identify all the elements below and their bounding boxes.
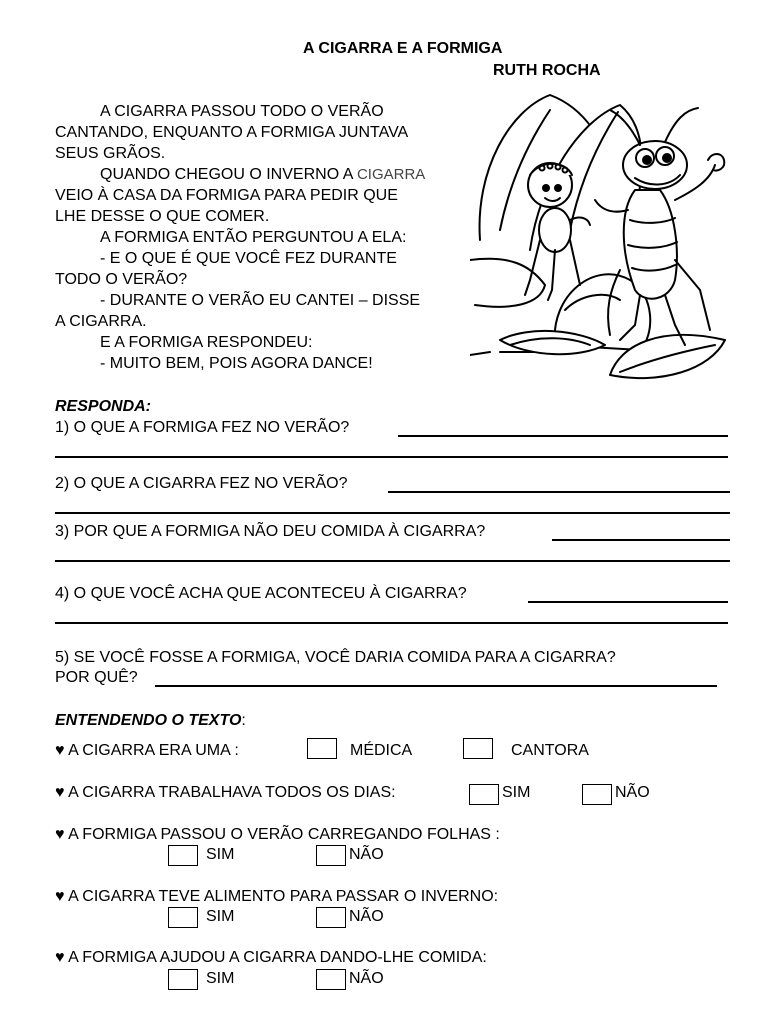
ant-and-cicada-illustration-icon	[470, 90, 730, 382]
question-1: 1) O QUE A FORMIGA FEZ NO VERÃO?	[55, 419, 350, 436]
story-light-word: CIGARRA	[356, 166, 426, 183]
page-title: A CIGARRA E A FORMIGA	[303, 40, 503, 57]
heart-icon: ♥	[55, 742, 65, 759]
checkbox-item2-sim[interactable]	[469, 784, 499, 805]
story-line: A CIGARRA PASSOU TODO O VERÃO	[100, 103, 384, 120]
heart-icon: ♥	[55, 784, 65, 801]
item-4-text: A CIGARRA TEVE ALIMENTO PARA PASSAR O INVERNO:	[68, 888, 499, 905]
option-sim: SIM	[206, 846, 235, 863]
comprehension-heading-row	[55, 711, 246, 731]
checkbox-medica[interactable]	[307, 738, 337, 759]
answer-line-3b[interactable]	[55, 560, 730, 562]
story-line: CANTANDO, ENQUANTO A FORMIGA JUNTAVA	[55, 124, 409, 141]
option-nao: NÃO	[349, 970, 384, 987]
option-sim: SIM	[502, 784, 531, 801]
option-cantora: CANTORA	[511, 742, 589, 759]
option-nao: NÃO	[349, 846, 384, 863]
checkbox-item4-nao[interactable]	[316, 907, 346, 928]
checkbox-item4-sim[interactable]	[168, 907, 198, 928]
story-line: SEUS GRÃOS.	[55, 145, 166, 162]
questions-heading: RESPONDA:	[55, 398, 152, 415]
checkbox-item5-sim[interactable]	[168, 969, 198, 990]
option-medica: MÉDICA	[350, 742, 413, 759]
author-name: RUTH ROCHA	[493, 62, 601, 79]
answer-line-4a[interactable]	[528, 601, 728, 603]
story-line: E A FORMIGA RESPONDEU:	[100, 334, 313, 351]
story-line: - DURANTE O VERÃO EU CANTEI – DISSE	[100, 292, 421, 309]
story-line-text: QUANDO CHEGOU O INVERNO A	[100, 166, 353, 183]
story-line: A CIGARRA.	[55, 313, 147, 330]
item-3	[55, 825, 500, 845]
answer-line-5[interactable]	[155, 685, 717, 687]
comprehension-heading: ENTENDENDO O TEXTO	[55, 712, 242, 729]
item-4	[55, 887, 498, 907]
item-5	[55, 948, 487, 968]
item-1-text: A CIGARRA ERA UMA :	[68, 742, 239, 759]
comprehension-colon: :	[241, 712, 246, 729]
question-5-why: POR QUÊ?	[55, 669, 138, 686]
story-line: - E O QUE É QUE VOCÊ FEZ DURANTE	[100, 250, 397, 267]
story-line: VEIO À CASA DA FORMIGA PARA PEDIR QUE	[55, 187, 398, 204]
option-nao: NÃO	[615, 784, 650, 801]
answer-line-3a[interactable]	[552, 539, 730, 541]
answer-line-2a[interactable]	[388, 491, 730, 493]
item-5-text: A FORMIGA AJUDOU A CIGARRA DANDO-LHE COMIDA:	[68, 949, 487, 966]
question-5: 5) SE VOCÊ FOSSE A FORMIGA, VOCÊ DARIA COMIDA PARA A CIGARRA?	[55, 649, 616, 666]
answer-line-1a[interactable]	[398, 435, 728, 437]
option-sim: SIM	[206, 970, 235, 987]
checkbox-cantora[interactable]	[463, 738, 493, 759]
story-line: - MUITO BEM, POIS AGORA DANCE!	[100, 355, 373, 372]
question-4: 4) O QUE VOCÊ ACHA QUE ACONTECEU À CIGARRA?	[55, 585, 467, 602]
story-line	[100, 165, 425, 185]
answer-line-4b[interactable]	[55, 622, 728, 624]
option-sim: SIM	[206, 908, 235, 925]
heart-icon: ♥	[55, 826, 65, 843]
checkbox-item3-nao[interactable]	[316, 845, 346, 866]
story-line: A FORMIGA ENTÃO PERGUNTOU A ELA:	[100, 229, 407, 246]
answer-line-2b[interactable]	[55, 512, 730, 514]
option-nao: NÃO	[349, 908, 384, 925]
heart-icon: ♥	[55, 949, 65, 966]
item-1	[55, 741, 239, 761]
story-line: TODO O VERÃO?	[55, 271, 188, 288]
item-3-text: A FORMIGA PASSOU O VERÃO CARREGANDO FOLHAS :	[68, 826, 500, 843]
item-2	[55, 783, 396, 803]
story-line: LHE DESSE O QUE COMER.	[55, 208, 270, 225]
checkbox-item5-nao[interactable]	[316, 969, 346, 990]
checkbox-item2-nao[interactable]	[582, 784, 612, 805]
answer-line-1b[interactable]	[55, 456, 728, 458]
heart-icon: ♥	[55, 888, 65, 905]
question-3: 3) POR QUE A FORMIGA NÃO DEU COMIDA À CIGARRA?	[55, 523, 486, 540]
question-2: 2) O QUE A CIGARRA FEZ NO VERÃO?	[55, 475, 348, 492]
item-2-text: A CIGARRA TRABALHAVA TODOS OS DIAS:	[68, 784, 396, 801]
checkbox-item3-sim[interactable]	[168, 845, 198, 866]
